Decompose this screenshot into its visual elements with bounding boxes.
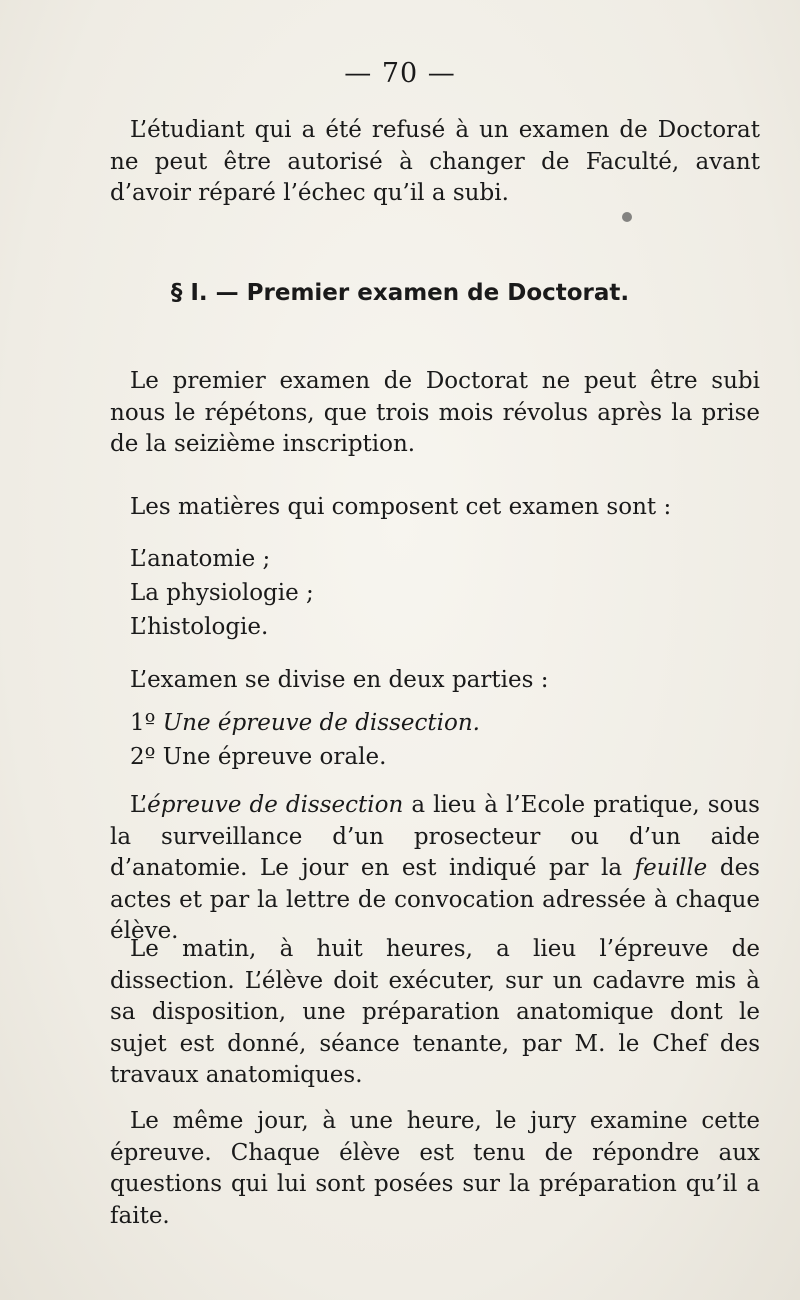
paragraph-3-block: [110, 665, 760, 697]
paragraph-4-italic-lead: épreuve de dissection: [147, 792, 404, 818]
ink-smudge: [622, 212, 632, 222]
paragraph-5: Le matin, à huit heures, a lieu l’épreuve de dissection. L’élève doit exécuter, sur un cadavre mis à sa disposition, une préparation anatomique dont le sujet est donné, séance tenante, par M. le Chef des travaux anatomiques.: [110, 936, 760, 1088]
part-2-text: Une épreuve orale.: [162, 744, 387, 770]
list-item: [110, 740, 760, 774]
paragraph-4-body-1: a lieu à l’Ecole pratique, sous la surveillance d’un prosecteur ou d’un aide d’anatomie. Le jour en est indiqué par la: [110, 792, 760, 881]
page-number: — 70 —: [344, 58, 456, 89]
paragraph-4-block: [110, 790, 760, 948]
paragraph-6: Le même jour, à une heure, le jury examine cette épreuve. Chaque élève est tenu de répondre aux questions qui lui sont posées sur la préparation qu’il a faite.: [110, 1108, 760, 1229]
paragraph-6-block: [110, 1106, 760, 1232]
paragraph-2: Les matières qui composent cet examen sont :: [130, 494, 672, 520]
paragraph-3: L’examen se divise en deux parties :: [130, 667, 549, 693]
intro-paragraph-block: [110, 115, 760, 210]
paragraph-2-block: [110, 492, 760, 524]
paragraph-5-block: [110, 934, 760, 1092]
parts-list: [110, 706, 760, 774]
part-2-number: 2º: [130, 744, 156, 770]
list-item: [110, 706, 760, 740]
part-1-number: 1º: [130, 710, 156, 736]
list-item: La physiologie ;: [130, 580, 314, 606]
part-1-text: Une épreuve de dissection.: [162, 710, 480, 736]
intro-paragraph: L’étudiant qui a été refusé à un examen de Doctorat ne peut être autorisé à changer de Faculté, avant d’avoir réparé l’échec qu’il a subi.: [110, 117, 760, 206]
paragraph-4: [110, 790, 760, 948]
subjects-list: [110, 542, 760, 644]
section-heading: § I. — Premier examen de Doctorat.: [170, 280, 630, 306]
paragraph-4-prefix: L’: [130, 792, 148, 818]
list-item: L’anatomie ;: [130, 546, 271, 572]
list-item: L’histologie.: [130, 614, 269, 640]
paragraph-1-block: [110, 366, 760, 461]
paragraph-1: Le premier examen de Doctorat ne peut être subi nous le répétons, que trois mois révolus après la prise de la seizième inscription.: [110, 368, 760, 457]
paragraph-4-italic-word: feuille: [634, 855, 708, 881]
paragraph-4-body-2: des actes et par la lettre de convocation adressée à chaque élève.: [110, 855, 760, 944]
